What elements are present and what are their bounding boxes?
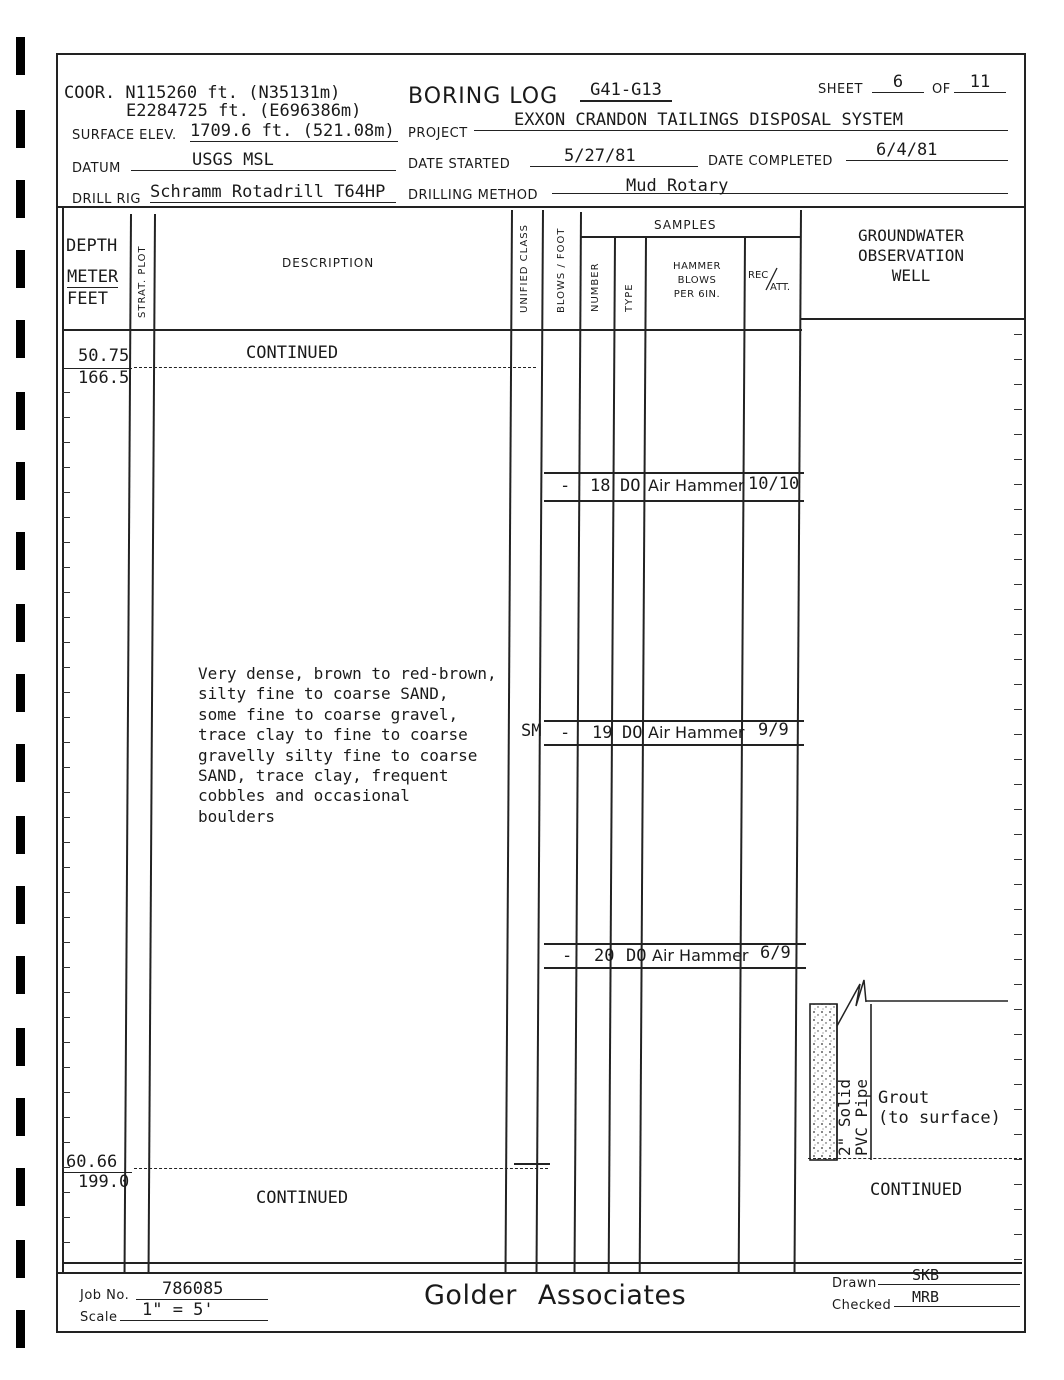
bottom-boundary-line: [134, 1168, 548, 1169]
well-tick: [1014, 559, 1022, 560]
description-line: boulders: [198, 806, 276, 826]
unified-class-value: SM: [521, 721, 542, 741]
depth-tick: [62, 792, 70, 793]
well-tick: [1014, 1184, 1022, 1185]
depth-tick: [62, 492, 70, 493]
strat-plot-header: STRAT. PLOT: [137, 245, 148, 318]
depth-tick: [62, 617, 70, 618]
depth-tick: [62, 842, 70, 843]
samples-header: SAMPLES: [654, 218, 717, 232]
well-tick: [1014, 909, 1022, 910]
well-tick: [1014, 534, 1022, 535]
depth-tick: [62, 1067, 70, 1068]
top-depth-meter: 50.75: [78, 346, 130, 366]
drawn-label: Drawn: [832, 1276, 877, 1291]
description-line: gravelly silty fine to coarse: [198, 745, 478, 765]
depth-tick: [62, 417, 70, 418]
depth-tick: [62, 542, 70, 543]
soil-description: [198, 664, 497, 827]
depth-tick: [62, 1217, 70, 1218]
well-tick: [1014, 934, 1022, 935]
depth-tick: [62, 942, 70, 943]
pvc-pipe-label: 2" Solid PVC Pipe: [835, 1078, 871, 1156]
date-started-label: DATE STARTED: [408, 157, 511, 172]
number-header: NUMBER: [590, 262, 601, 312]
depth-tick: [62, 717, 70, 718]
drilling-method-value: Mud Rotary: [626, 176, 729, 196]
continued-bottom: CONTINUED: [256, 1188, 349, 1208]
datum-label: DATUM: [72, 161, 121, 176]
document-title: BORING LOG: [408, 84, 559, 109]
well-tick: [1014, 684, 1022, 685]
surface-elev-label: SURFACE ELEV.: [72, 128, 177, 143]
continued-top: CONTINUED: [246, 343, 339, 363]
well-tick: [1014, 484, 1022, 485]
depth-tick: [62, 1042, 70, 1043]
depth-header: DEPTH: [66, 236, 118, 256]
depth-tick: [62, 1192, 70, 1193]
type-header: TYPE: [624, 283, 635, 312]
coordinates-north: COOR. N115260 ft. (N35131m): [64, 83, 341, 103]
description-line: some fine to coarse gravel,: [198, 704, 459, 724]
well-tick: [1014, 1209, 1022, 1210]
sample-row: - 19 DO Air Hammer 9/9: [544, 720, 804, 746]
depth-tick: [62, 392, 70, 393]
depth-tick: [62, 592, 70, 593]
description-line: trace clay to fine to coarse: [198, 725, 468, 745]
well-tick: [1014, 884, 1022, 885]
well-tick: [1014, 384, 1022, 385]
project-value: EXXON CRANDON TAILINGS DISPOSAL SYSTEM: [514, 110, 903, 130]
depth-tick: [62, 742, 70, 743]
well-tick: [1014, 784, 1022, 785]
depth-tick: [62, 642, 70, 643]
drawn-value: SKB: [878, 1266, 1020, 1285]
well-tick: [1014, 809, 1022, 810]
date-started-value: 5/27/81: [530, 146, 698, 167]
well-tick: [1014, 759, 1022, 760]
depth-tick: [62, 517, 70, 518]
top-boundary-line: [134, 367, 536, 368]
depth-tick: [62, 1117, 70, 1118]
description-line: silty fine to coarse SAND,: [198, 684, 449, 704]
depth-tick: [62, 667, 70, 668]
well-tick: [1014, 834, 1022, 835]
depth-tick: [62, 567, 70, 568]
sheet-number: 6: [872, 72, 924, 93]
well-tick: [1014, 1234, 1022, 1235]
well-tick: [1014, 509, 1022, 510]
drill-rig-value: Schramm Rotadrill T64HP: [150, 182, 396, 203]
top-depth-feet: 166.5: [78, 368, 130, 388]
depth-tick: [62, 1242, 70, 1243]
well-tick: [1014, 584, 1022, 585]
checked-label: Checked: [832, 1298, 892, 1313]
surface-elev-value: 1709.6 ft. (521.08m): [190, 121, 398, 142]
att-header: ATT.: [770, 282, 791, 293]
description-header: DESCRIPTION: [282, 256, 375, 270]
project-label: PROJECT: [408, 126, 468, 141]
well-tick: [1014, 1259, 1022, 1260]
well-tick: [1014, 634, 1022, 635]
depth-tick: [62, 767, 70, 768]
well-tick: [1014, 334, 1022, 335]
blows-per-foot-header: BLOWS / FOOT: [556, 227, 567, 313]
continued-well: CONTINUED: [870, 1180, 963, 1200]
well-bottom-line: [808, 1158, 1022, 1159]
hammer-blows-header: HAMMER BLOWS PER 6IN.: [673, 261, 721, 300]
depth-tick: [62, 967, 70, 968]
feet-header: FEET: [67, 289, 108, 309]
job-no-label: Job No.: [80, 1288, 130, 1303]
boring-id: G41-G13: [580, 80, 672, 102]
depth-tick: [62, 817, 70, 818]
well-tick: [1014, 959, 1022, 960]
scale-value: 1" = 5': [120, 1300, 268, 1321]
well-tick: [1014, 409, 1022, 410]
grout-label: Grout (to surface): [878, 1088, 1001, 1128]
checked-value: MRB: [894, 1288, 1020, 1307]
depth-tick: [62, 467, 70, 468]
depth-tick: [62, 992, 70, 993]
depth-tick: [62, 917, 70, 918]
sheet-total: 11: [954, 72, 1006, 93]
description-line: cobbles and occasional: [198, 786, 410, 806]
date-completed-value: 6/4/81: [846, 140, 1008, 161]
unified-class-header: UNIFIED CLASS: [519, 224, 530, 313]
well-tick: [1014, 609, 1022, 610]
datum-value: USGS MSL: [192, 150, 274, 170]
sheet-label: SHEET: [818, 82, 863, 97]
date-completed-label: DATE COMPLETED: [708, 154, 833, 169]
well-tick: [1014, 734, 1022, 735]
bottom-depth-feet: 199.0: [78, 1172, 130, 1192]
well-tick: [1014, 434, 1022, 435]
well-tick: [1014, 859, 1022, 860]
drilling-method-label: DRILLING METHOD: [408, 188, 539, 203]
coordinates-east: E2284725 ft. (E696386m): [126, 101, 362, 121]
description-line: SAND, trace clay, frequent: [198, 766, 449, 786]
depth-tick: [62, 1142, 70, 1143]
sample-row: - 20 DO Air Hammer 6/9: [544, 943, 806, 969]
depth-tick: [62, 867, 70, 868]
well-tick: [1014, 659, 1022, 660]
meter-header: METER: [67, 267, 119, 287]
rec-header: REC: [748, 270, 769, 281]
description-line: Very dense, brown to red-brown,: [198, 664, 497, 683]
depth-tick: [62, 1017, 70, 1018]
depth-tick: [62, 892, 70, 893]
well-tick: [1014, 709, 1022, 710]
well-header: GROUNDWATER OBSERVATION WELL: [858, 226, 964, 285]
sample-row: - 18 DO Air Hammer 10/10: [544, 472, 804, 502]
scale-label: Scale: [80, 1310, 118, 1325]
well-tick: [1014, 359, 1022, 360]
company-name: Golder Associates: [424, 1280, 687, 1311]
bottom-depth-meter: 60.66: [66, 1152, 118, 1172]
drill-rig-label: DRILL RIG: [72, 192, 141, 207]
depth-tick: [62, 1092, 70, 1093]
of-label: OF: [932, 82, 951, 97]
depth-tick: [62, 692, 70, 693]
well-tick: [1014, 459, 1022, 460]
depth-tick: [62, 442, 70, 443]
job-no-value: 786085: [136, 1279, 268, 1300]
